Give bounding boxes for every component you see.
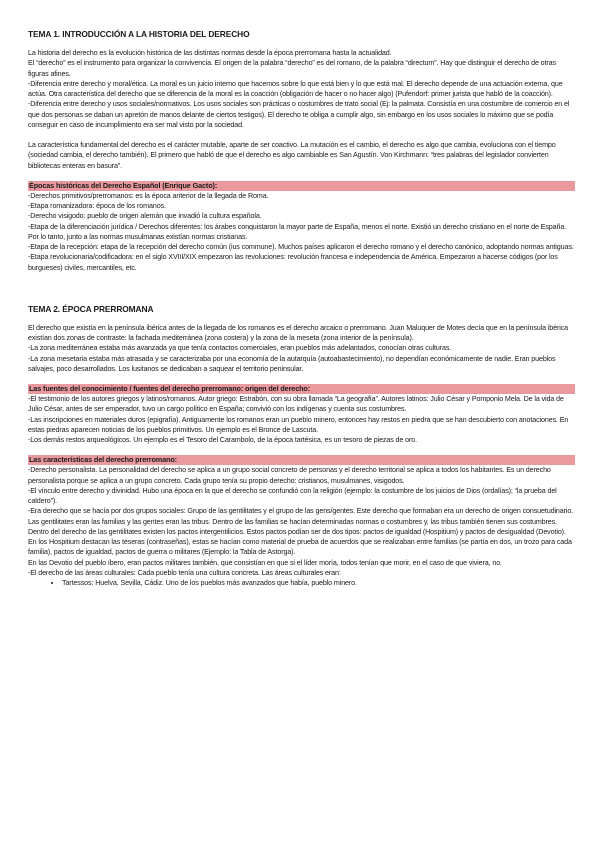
list-item: -El vínculo entre derecho y divinidad. Hubo una época en la que el derecho se confundió con la religión (ejemplo: la costumbre de los juicios de Dios (ordalías); “la prueba del caldero”). <box>28 486 557 505</box>
paragraph: El derecho que existía en la península ibérica antes de la llegada de los romanos es el derecho arcaico o prerromano. Juan Maluquer de Motes decía que en la península ibérica existían dos zonas de contraste: la fachada mediterránea (zona costera) y la zona de la meseta (zona interior de la península). <box>28 323 569 342</box>
paragraph: -Diferencia entre derecho y usos sociales/normativos. Los usos sociales son prácticas o costumbres de trato social (Ej: la palmata. Consistía en una costumbre de comercio en el que dos personas se daban un apretón de manos delante de ciertos testigos). El derecho te obliga a cumplir algo, sin embargo en los usos sociales lo máximo que se podía conseguir en caso de incumplimiento era ser mal visto por la sociedad. <box>28 100 570 129</box>
sources-heading: Las fuentes del conocimiento / fuentes del derecho prerromano: origen del derecho: <box>28 384 575 394</box>
features-heading: Las características del derecho prerromano: <box>28 455 575 465</box>
bullet-item: • Tartessos: Huelva, Sevilla, Cádiz. Uno de los pueblos más avanzados que había, pueblo minero. <box>62 578 575 588</box>
list-item: -Derechos primitivos/prerromanos: es la época anterior de la llegada de Roma. <box>28 191 269 200</box>
paragraph: La historia del derecho es la evolución histórica de las distintas normas desde la época prerromana hasta la actualidad. <box>28 49 392 57</box>
section2-title: TEMA 2. ÉPOCA PRERROMANA <box>28 303 154 314</box>
section1-title: TEMA 1. INTRODUCCIÓN A LA HISTORIA DEL DERECHO <box>28 29 250 39</box>
list-item: -Derecho personalista. La personalidad del derecho se aplica a un grupo social concreto de personas y el derecho territorial se aplica a todos los habitantes. Es un derecho personalista porque se aplica a un grupo concreto. Cada grupo tenía su propio derecho: cristianos, musulmanes, visigodos. <box>28 466 551 485</box>
list-item: -Etapa de la recepción: etapa de la recepción del derecho común (ius commune). Muchos países aplicaron el derecho romano y el derecho canónico, adoptando normas antiguas. <box>28 243 574 251</box>
list-item: -Era derecho que se hacía por dos grupos sociales: Grupo de las gentilitates y el grupo de las gens/gentes. Este derecho que formaban era un derecho de origen consuetudinario. Las gentilitates eran las familias y las gentes eran las tribus. Dentro de las familias se hacían determinadas normas o costumbres y, las tribus también tienen sus costumbres. Dentro del derecho de las gentilitates existen los pactos intergentilicios. Estos pactos podían ser de dos tipos: pactos de igualdad (Hospitium) y pactos de desigualdad (Devotio). <box>28 507 574 536</box>
paragraph: -La zona mesetaria estaba más atrasada y se caracterizaba por una economía de la autarquía (autoabastecimiento), no dependían económicamente de nadie. Eran pueblos salvajes, poco desarrollados. Los lusitanos se dedicaban a saquear el territorio peninsular. <box>28 354 556 373</box>
list-item: -El testimonio de los autores griegos y latinos/romanos. Autor griego: Estrabón, con su obra llamada “La geografía”. Autores latinos: Julio César y Pomponio Mela. De la vida de Julio César, antes de ser emperador, tuvo un cargo político en España; convivió con los indígenas y cuenta sus costumbres. <box>28 395 564 414</box>
list-item: -Etapa revolucionaria/codificadora: en el siglo XVIII/XIX empezaron las revoluciones: revolución francesa e independencia de América. Empezaron a hacerse códigos (por los burgueses) civiles, mercantiles, etc. <box>28 253 558 272</box>
list-item: -Etapa de la diferenciación jurídica / Derechos diferentes: los árabes conquistaron la mayor parte de España, menos el norte. Existió un derecho cristiano en el norte de España. Por lo tanto, junto a las normas musulmanas existían normas cristianas. <box>28 222 567 241</box>
bullet-list <box>28 578 575 588</box>
list-item: En los Hospitium destacan las téseras (contraseñas), estas se hacían como material de prueba de acuerdos que se realizaban entre familias (se partía en dos, un trozo para cada familia), pactos de igualdad, pactos de guerra o militares (Ejemplo: la Tabla de Astorga). <box>28 538 572 557</box>
paragraph: -Diferencia entre derecho y moral/ética. La moral es un juicio interno que hacemos sobre lo que está bien y lo que está mal. El derecho depende de una actuación externa, que actúa. Otra característica del derecho que se diferencia de la moral es la coacción (obligación de hacer o no hacer algo) (Pufendorf: primer jurista que habló de la coacción). <box>28 79 563 98</box>
list-item: -Derecho visigodo: pueblo de origen alemán que invadió la cultura española. <box>28 212 262 221</box>
list-item: -El derecho de las áreas culturales: Cada pueblo tenía una cultura concreta. Las áreas culturales eran: <box>28 568 341 577</box>
paragraph: La característica fundamental del derecho es el carácter mutable, aparte de ser coactivo. La mutación es el cambio, el derecho es algo que cambia, evoluciona con el tiempo (sociedad cambia, el derecho también). El primero que habló de que el derecho es algo cambiable es San Agustín. Von Kirchmann: “tres palabras del legislador convierten bibliotecas enteras en basura”. <box>28 141 556 170</box>
list-item: En las Devotio del pueblo íbero, eran pactos militares también, que consistían en que si el líder moría, todos tenían que morir, en el caso de que viviera, no. <box>28 558 502 567</box>
document-page <box>28 29 575 588</box>
epochs-heading: Épocas históricas del Derecho Español (Enrique Gacto): <box>28 181 575 191</box>
list-item: -Los demás restos arqueológicos. Un ejemplo es el Tesoro del Carambolo, de la época tartésica, es un tesoro de piezas de oro. <box>28 436 417 444</box>
list-item: -Etapa romanizadora: época de los romanos. <box>28 202 166 210</box>
paragraph: -La zona mediterránea estaba más avanzada ya que tenía contactos comerciales, eran pueblos más adelantados, conocían otras culturas. <box>28 344 452 353</box>
list-item: -Las inscripciones en materiales duros (epigrafía). Antiguamente los romanos eran un pueblo minero, entonces hay restos en piedra que se han descubierto con anotaciones. En estas piedras aparecen noticias de los pueblos primitivos. Un ejemplo es el Bronce de Lascuta. <box>28 415 569 434</box>
paragraph: El “derecho” es el instrumento para organizar la convivencia. El origen de la palabra “derecho” es del romano, de la palabra “directum”. Hay que distinguir el derecho de otras figuras afines. <box>28 59 556 78</box>
